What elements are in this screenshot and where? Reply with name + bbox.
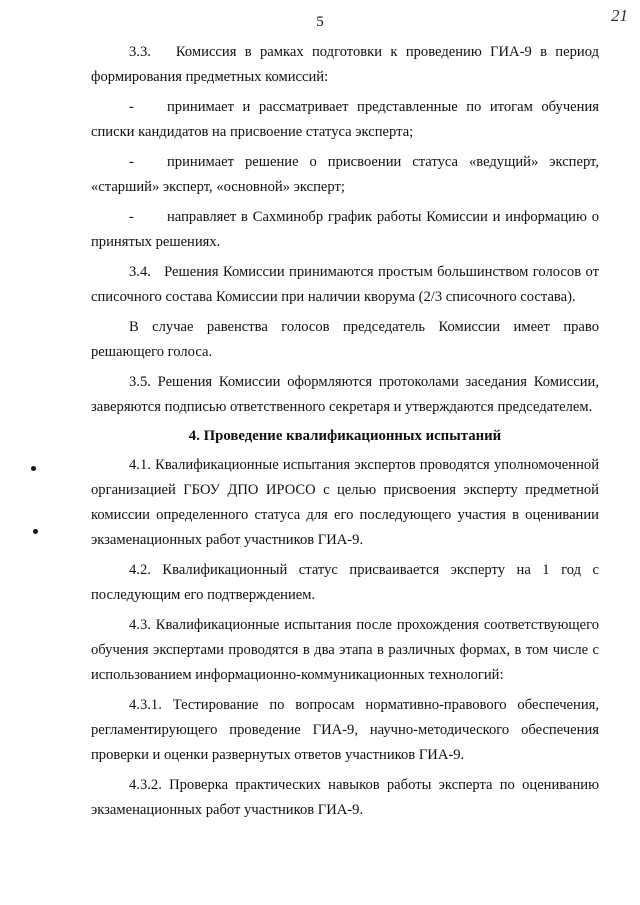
paragraph-4-3: 4.3. Квалификационные испытания после прохождения соответствующего обучения экспертами проводятся в два этапа в различных формах, в том числе с использованием информационно-коммуникационных технологий: <box>91 617 599 683</box>
list-item <box>91 150 599 200</box>
paragraph-4-1: 4.1. Квалификационные испытания экспертов проводятся уполномоченной организацией ГБОУ ДПО ИРОСО с целью присвоения эксперту предметной комиссии определенного статуса для его последующего участия в оценивании экзаменационных работ участников ГИА-9. <box>91 457 599 548</box>
handwritten-page-mark: 21 <box>611 6 628 25</box>
paragraph-3-4-tie: В случае равенства голосов председатель Комиссии имеет право решающего голоса. <box>91 319 599 360</box>
list-item-text: принимает решение о присвоении статуса «ведущий» эксперт, «старший» эксперт, «основной» эксперт; <box>91 154 599 195</box>
scan-speck <box>33 529 38 534</box>
paragraph-4-3-1: 4.3.1. Тестирование по вопросам нормативно-правового обеспечения, регламентирующего проведение ГИА-9, научно-методического обеспечения проверки и оценки развернутых ответов участников ГИА-9. <box>91 697 599 763</box>
list-dash: - <box>129 209 134 225</box>
paragraph-3-5: 3.5. Решения Комиссии оформляются протоколами заседания Комиссии, заверяются подписью ответственного секретаря и утверждаются председателем. <box>91 374 599 415</box>
list-item-text: направляет в Сахминобр график работы Комиссии и информацию о принятых решениях. <box>91 209 599 250</box>
paragraph-4-3-2: 4.3.2. Проверка практических навыков работы эксперта по оцениванию экзаменационных работ участников ГИА-9. <box>91 777 599 818</box>
page-number: 5 <box>316 14 324 30</box>
list-item <box>91 95 599 145</box>
list-dash: - <box>129 154 134 170</box>
scan-speck <box>31 466 36 471</box>
section-4-heading: 4. Проведение квалификационных испытаний <box>188 428 502 444</box>
list-item-text: принимает и рассматривает представленные по итогам обучения списки кандидатов на присвоение статуса эксперта; <box>91 99 599 140</box>
list-item <box>91 205 599 255</box>
document-body <box>91 40 599 823</box>
list-dash: - <box>129 99 134 115</box>
paragraph-3-3: 3.3. Комиссия в рамках подготовки к проведению ГИА-9 в период формирования предметных комиссий: <box>91 44 599 85</box>
paragraph-3-4: 3.4. Решения Комиссии принимаются простым большинством голосов от списочного состава Комиссии при наличии кворума (2/3 списочного состава). <box>91 264 599 305</box>
paragraph-4-2: 4.2. Квалификационный статус присваивается эксперту на 1 год с последующим его подтверждением. <box>91 562 599 603</box>
